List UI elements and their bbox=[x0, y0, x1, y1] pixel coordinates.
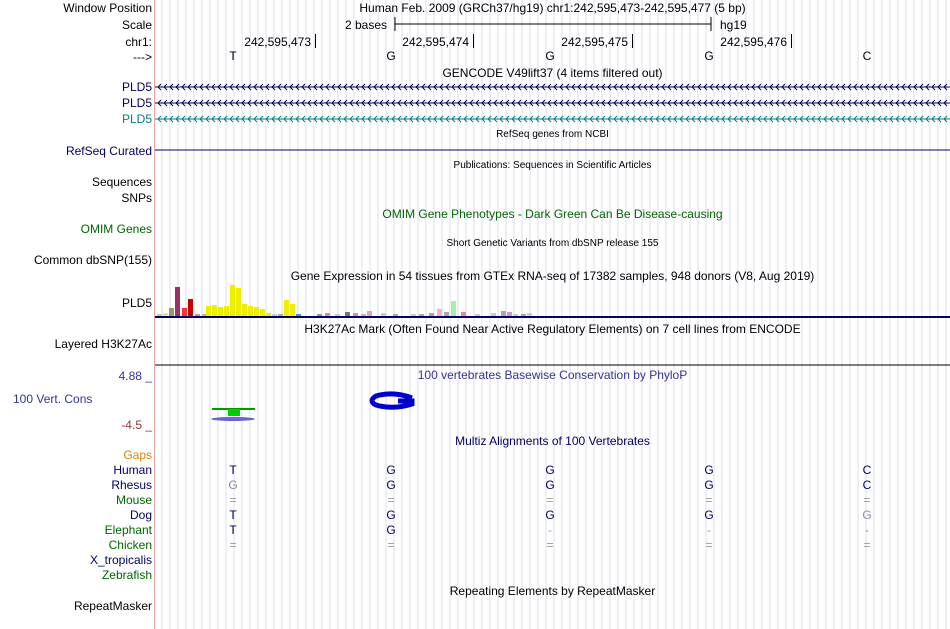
gtex-tissue-bar bbox=[444, 312, 449, 316]
coordinate-tick bbox=[473, 34, 474, 48]
aligned-base: T bbox=[229, 523, 237, 537]
gtex-tissue-bar bbox=[157, 314, 162, 316]
chr-label: chr1: bbox=[125, 35, 152, 49]
h3k27ac-baseline bbox=[155, 363, 950, 367]
gtex-tissue-bar bbox=[266, 313, 271, 316]
gtex-expression-bars[interactable] bbox=[155, 284, 950, 320]
coordinate-tick bbox=[791, 34, 792, 48]
coordinate-label: 242,595,474 bbox=[402, 35, 469, 49]
gtex-tissue-bar bbox=[206, 306, 211, 316]
coordinate-label: 242,595,473 bbox=[244, 35, 311, 49]
repeatmasker-label[interactable]: RepeatMasker bbox=[73, 599, 152, 613]
gtex-tissue-bar bbox=[507, 312, 512, 316]
gtex-tissue-bar bbox=[290, 304, 295, 316]
scale-label: Scale bbox=[121, 18, 152, 32]
gtex-tissue-bar bbox=[230, 285, 235, 316]
refseq-track-title: RefSeq genes from NCBI bbox=[496, 129, 609, 140]
aligned-base: = bbox=[705, 493, 713, 507]
strand-label: ---> bbox=[133, 50, 152, 64]
species-label[interactable]: Zebrafish bbox=[101, 568, 152, 582]
gtex-tissue-bar bbox=[188, 299, 193, 316]
gtex-tissue-bar bbox=[429, 313, 434, 316]
aligned-base: G bbox=[386, 508, 396, 522]
conservation-logos[interactable] bbox=[155, 388, 950, 424]
gtex-tissue-bar bbox=[461, 312, 466, 316]
species-label[interactable]: Dog bbox=[129, 508, 152, 522]
h3k27ac-label[interactable]: Layered H3K27Ac bbox=[54, 337, 152, 351]
species-label[interactable]: Mouse bbox=[115, 493, 152, 507]
publications-track-title: Publications: Sequences in Scientific Articles bbox=[453, 160, 652, 171]
gtex-tissue-bar bbox=[248, 306, 253, 316]
aligned-base: = bbox=[229, 538, 237, 552]
gtex-tissue-bar bbox=[501, 311, 506, 316]
species-label[interactable]: Human bbox=[113, 463, 152, 477]
gtex-tissue-bar bbox=[353, 313, 358, 316]
reference-base: G bbox=[386, 49, 396, 63]
gtex-tissue-bar bbox=[393, 314, 398, 316]
aligned-base: G bbox=[545, 463, 555, 477]
dbsnp-label[interactable]: Common dbSNP(155) bbox=[33, 253, 152, 267]
conservation-track-title: 100 vertebrates Basewise Conservation by PhyloP bbox=[417, 368, 688, 382]
aligned-base: T bbox=[229, 463, 237, 477]
gtex-tissue-bar bbox=[491, 313, 496, 316]
gtex-tissue-bar bbox=[527, 313, 532, 316]
species-label[interactable]: Chicken bbox=[108, 538, 152, 552]
dbsnp-track-title: Short Genetic Variants from dbSNP release 155 bbox=[446, 238, 659, 249]
gtex-tissue-bar bbox=[236, 288, 241, 316]
window-position-label: Window Position bbox=[63, 1, 152, 15]
aligned-base: G bbox=[545, 508, 555, 522]
conservation-min-label: -4.5 _ bbox=[121, 418, 152, 432]
species-label[interactable]: X_tropicalis bbox=[89, 553, 152, 567]
gtex-tissue-bar bbox=[513, 314, 518, 316]
scale-text: 2 bases bbox=[345, 18, 388, 32]
species-label[interactable]: Rhesus bbox=[111, 478, 152, 492]
aligned-base: = bbox=[863, 493, 871, 507]
gtex-tissue-bar bbox=[317, 314, 322, 316]
aligned-base: G bbox=[386, 478, 396, 492]
gtex-tissue-bar bbox=[381, 313, 386, 316]
gtex-tissue-bar bbox=[272, 314, 277, 316]
publications-label-snps[interactable]: SNPs bbox=[121, 191, 152, 205]
gtex-tissue-bar bbox=[419, 314, 424, 316]
reference-base: G bbox=[704, 49, 714, 63]
gencode-transcripts[interactable] bbox=[155, 80, 950, 128]
gtex-tissue-bar bbox=[296, 314, 301, 316]
gtex-tissue-bar bbox=[218, 307, 223, 316]
omim-track-title: OMIM Gene Phenotypes - Dark Green Can Be Disease-causing bbox=[382, 207, 723, 221]
aligned-base: G bbox=[386, 463, 396, 477]
window-position-value: Human Feb. 2009 (GRCh37/hg19) chr1:242,595,473-242,595,477 (5 bp) bbox=[359, 1, 746, 15]
gtex-tissue-bar bbox=[175, 287, 180, 316]
multiz-track-title: Multiz Alignments of 100 Vertebrates bbox=[455, 434, 650, 448]
gtex-tissue-bar bbox=[224, 306, 229, 316]
gencode-gene-label-1[interactable]: PLD5 bbox=[121, 80, 152, 94]
aligned-base: G bbox=[704, 463, 714, 477]
refseq-label[interactable]: RefSeq Curated bbox=[65, 144, 152, 158]
aligned-base: G bbox=[704, 478, 714, 492]
h3k27ac-track-title: H3K27Ac Mark (Often Found Near Active Regulatory Elements) on 7 cell lines from ENCODE bbox=[304, 322, 801, 336]
reference-base: T bbox=[229, 49, 237, 63]
scale-assembly: hg19 bbox=[720, 18, 747, 32]
gtex-tissue-bar bbox=[163, 313, 168, 316]
gtex-tissue-bar bbox=[345, 312, 350, 316]
coordinate-tick bbox=[315, 34, 316, 48]
conservation-max-label: 4.88 _ bbox=[118, 369, 152, 383]
publications-label-sequences[interactable]: Sequences bbox=[91, 175, 152, 189]
aligned-base: = bbox=[387, 493, 395, 507]
gtex-tissue-bar bbox=[278, 314, 283, 316]
aligned-base: = bbox=[387, 538, 395, 552]
gencode-track-title: GENCODE V49lift37 (4 items filtered out) bbox=[442, 66, 663, 80]
reference-base: C bbox=[862, 49, 872, 63]
gtex-tissue-bar bbox=[254, 307, 259, 316]
aligned-base: = bbox=[863, 538, 871, 552]
gtex-tissue-bar bbox=[451, 301, 456, 316]
repeatmasker-track-title: Repeating Elements by RepeatMasker bbox=[449, 584, 656, 598]
aligned-base: G bbox=[862, 508, 872, 522]
refseq-gene-line[interactable] bbox=[155, 146, 950, 154]
coordinate-label: 242,595,476 bbox=[720, 35, 787, 49]
logo-t bbox=[211, 408, 255, 421]
aligned-base: G bbox=[704, 508, 714, 522]
aligned-base: G bbox=[545, 478, 555, 492]
gtex-tissue-bar bbox=[195, 314, 200, 316]
gtex-tissue-bar bbox=[335, 314, 340, 316]
aligned-base: - bbox=[548, 523, 552, 537]
gtex-tissue-bar bbox=[437, 309, 442, 316]
gtex-track-title: Gene Expression in 54 tissues from GTEx RNA-seq of 17382 samples, 948 donors (V8, Aug 2019) bbox=[290, 269, 815, 283]
species-label[interactable]: Elephant bbox=[104, 523, 152, 537]
coordinate-label: 242,595,475 bbox=[561, 35, 628, 49]
aligned-base: T bbox=[229, 508, 237, 522]
gtex-tissue-bar bbox=[169, 308, 174, 316]
gtex-tissue-bar bbox=[411, 314, 416, 316]
aligned-base: G bbox=[386, 523, 396, 537]
gtex-tissue-bar bbox=[212, 305, 217, 316]
gtex-tissue-bar bbox=[242, 304, 247, 316]
gtex-tissue-bar bbox=[475, 314, 480, 316]
gtex-tissue-bar bbox=[284, 300, 289, 316]
gtex-tissue-bar bbox=[367, 311, 372, 316]
gtex-label[interactable]: PLD5 bbox=[121, 296, 152, 310]
aligned-base: = bbox=[229, 493, 237, 507]
gencode-gene-label-2[interactable]: PLD5 bbox=[121, 96, 152, 110]
aligned-base: - bbox=[707, 523, 711, 537]
gtex-tissue-bar bbox=[361, 314, 366, 316]
aligned-base: - bbox=[865, 523, 869, 537]
aligned-base: G bbox=[228, 478, 238, 492]
aligned-base: = bbox=[546, 538, 554, 552]
gtex-tissue-bar bbox=[182, 308, 187, 316]
logo-g bbox=[372, 394, 412, 407]
gtex-tissue-bar bbox=[325, 313, 330, 316]
scale-bar bbox=[393, 16, 715, 32]
aligned-base: C bbox=[862, 463, 872, 477]
gtex-tissue-bar bbox=[260, 309, 265, 316]
reference-base: G bbox=[545, 49, 555, 63]
coordinate-tick bbox=[632, 34, 633, 48]
gtex-tissue-bar bbox=[521, 314, 526, 316]
aligned-base: = bbox=[546, 493, 554, 507]
conservation-label[interactable]: 100 Vert. Cons bbox=[13, 392, 93, 406]
aligned-base: C bbox=[862, 478, 872, 492]
omim-label[interactable]: OMIM Genes bbox=[80, 222, 152, 236]
species-label[interactable]: Gaps bbox=[123, 448, 152, 462]
gencode-gene-label-3[interactable]: PLD5 bbox=[121, 112, 152, 126]
aligned-base: = bbox=[705, 538, 713, 552]
